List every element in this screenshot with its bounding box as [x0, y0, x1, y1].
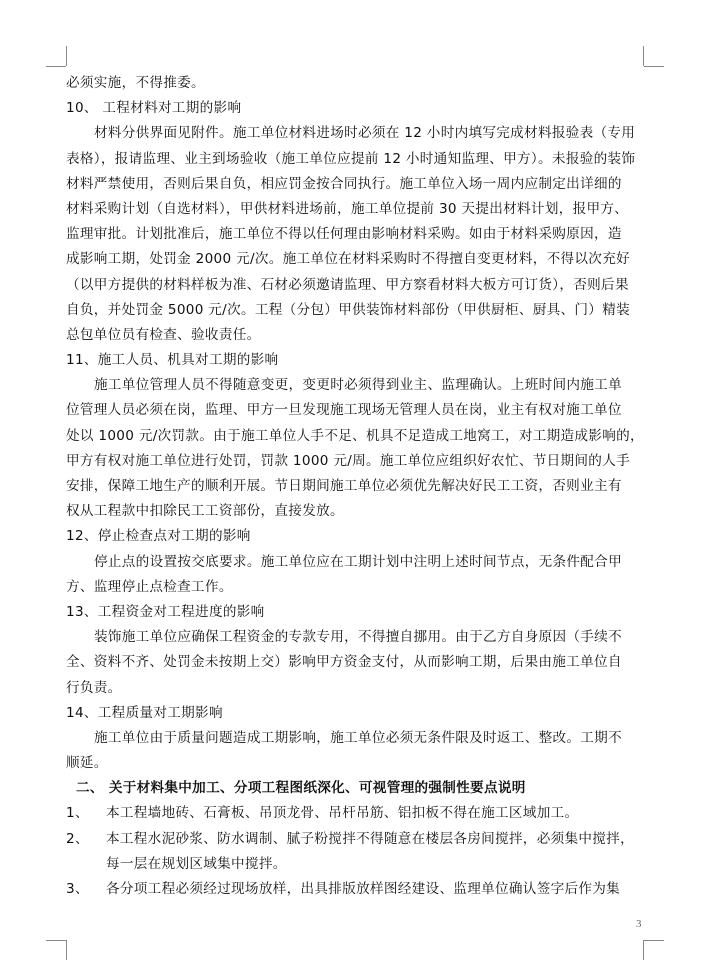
body-line: 必须实施，不得推委。 [66, 75, 205, 91]
page-number: 3 [636, 918, 642, 930]
crop-mark-bottom-left-h [46, 940, 66, 941]
list-item-number: 1、 [66, 805, 89, 822]
body-line: 安排，保障工地生产的顺利开展。节日期间施工单位必须优先解决好民工工资，否则业主有 [66, 478, 622, 494]
list-item [66, 877, 644, 902]
body-line: 权从工程款中扣除民工工资部份，直接发放。 [66, 503, 344, 520]
list-item-number [66, 852, 106, 877]
body-line: 位管理人员必须在岗，监理、甲方一旦发现施工现场无管理人员在岗，业主有权对施工单位 [66, 402, 622, 419]
subheading-11: 11、施工人员、机具对工期的影响 [66, 352, 279, 369]
list-item-number: 2、 [66, 830, 89, 847]
body-line: 方、监理停止点检查工作。 [66, 578, 233, 595]
list-item-number: 3、 [66, 881, 89, 897]
subheading-13: 13、工程资金对工程进度的影响 [66, 603, 265, 620]
list-item-text: 本工程墙地砖、石膏板、吊顶龙骨、吊杆吊筋、铝扣板不得在施工区域加工。 [106, 805, 579, 822]
list-item [66, 801, 644, 826]
list-item [66, 827, 644, 852]
body-line: 监理审批。计划批准后，施工单位不得以任何理由影响材料采购。如由于材料采购原因，造 [66, 226, 622, 243]
body-line: 成影响工期，处罚金 2000 元/次。施工单位在材料采购时不得擅自变更材料，不得以次充好 [66, 251, 630, 268]
body-line: 甲方有权对施工单位进行处罚，罚款 1000 元/周。施工单位应组织好农忙、节日期间的人手 [66, 452, 630, 469]
body-line: 处以 1000 元/次罚款。由于施工单位人手不足、机具不足造成工地窝工，对工期造成影响的， [66, 427, 644, 444]
crop-mark-top-right-v [643, 46, 644, 66]
body-line: 施工单位管理人员不得随意变更，变更时必须得到业主、监理确认。上班时间内施工单 [94, 377, 622, 394]
list-item-continuation [66, 852, 644, 877]
document-body [66, 71, 644, 902]
body-line: 行负责。 [66, 679, 122, 696]
crop-mark-bottom-right-h [644, 940, 664, 941]
list-item-text: 本工程水泥砂浆、防水调制、腻子粉搅拌不得随意在楼层各房间搅拌，必须集中搅拌， [106, 830, 634, 847]
body-line: 装饰施工单位应确保工程资金的专款专用，不得擅自挪用。由于乙方自身原因（手续不 [94, 629, 622, 646]
body-line: 材料严禁使用，否则后果自负，相应罚金按合同执行。施工单位入场一周内应制定出详细的 [66, 175, 622, 192]
crop-mark-bottom-left-v [66, 940, 67, 960]
body-line: 表格），报请监理、业主到场验收（施工单位应提前 12 小时通知监理、甲方）。未报验的装饰 [66, 150, 636, 167]
body-line: 总包单位员有检查、验收责任。 [66, 326, 261, 343]
body-line: 材料采购计划（自选材料），甲供材料进场前，施工单位提前 30 天提出材料计划，报甲方、 [66, 200, 629, 217]
body-line: 自负，并处罚金 5000 元/次。工程（分包）甲供装饰材料部份（甲供厨柜、厨具、门）精装 [66, 301, 630, 318]
subheading-12: 12、停止检查点对工期的影响 [66, 528, 251, 545]
body-line: （以甲方提供的材料样板为准、石材必须邀请监理、甲方察看材料大板方可订货），否则后果 [66, 276, 629, 293]
body-line: 顺延。 [66, 755, 108, 772]
list-item-text: 各分项工程必须经过现场放样，出具排版放样图经建设、监理单位确认签字后作为集 [106, 881, 621, 897]
body-line: 材料分供界面见附件。施工单位材料进场时必须在 12 小时内填写完成材料报验表（专用 [94, 125, 636, 142]
crop-mark-top-left-v [66, 46, 67, 66]
list-item-text: 每一层在规划区域集中搅拌。 [106, 855, 287, 872]
subheading-14: 14、工程质量对工期影响 [66, 704, 223, 721]
subheading-10: 10、 工程材料对工期的影响 [66, 100, 242, 117]
section-heading: 二、 关于材料集中加工、分项工程图纸深化、可视管理的强制性要点说明 [76, 780, 526, 797]
body-line: 停止点的设置按交底要求。施工单位应在工期计划中注明上述时间节点，无条件配合甲 [94, 553, 622, 570]
body-line: 施工单位由于质量问题造成工期影响，施工单位必须无条件限及时返工、整改。工期不 [94, 729, 622, 746]
crop-mark-bottom-right-v [643, 940, 644, 960]
crop-mark-top-left-h [46, 66, 66, 67]
body-line: 全、资料不齐、处罚金未按期上交）影响甲方资金支付，从而影响工期，后果由施工单位自 [66, 654, 622, 671]
crop-mark-top-right-h [644, 66, 664, 67]
